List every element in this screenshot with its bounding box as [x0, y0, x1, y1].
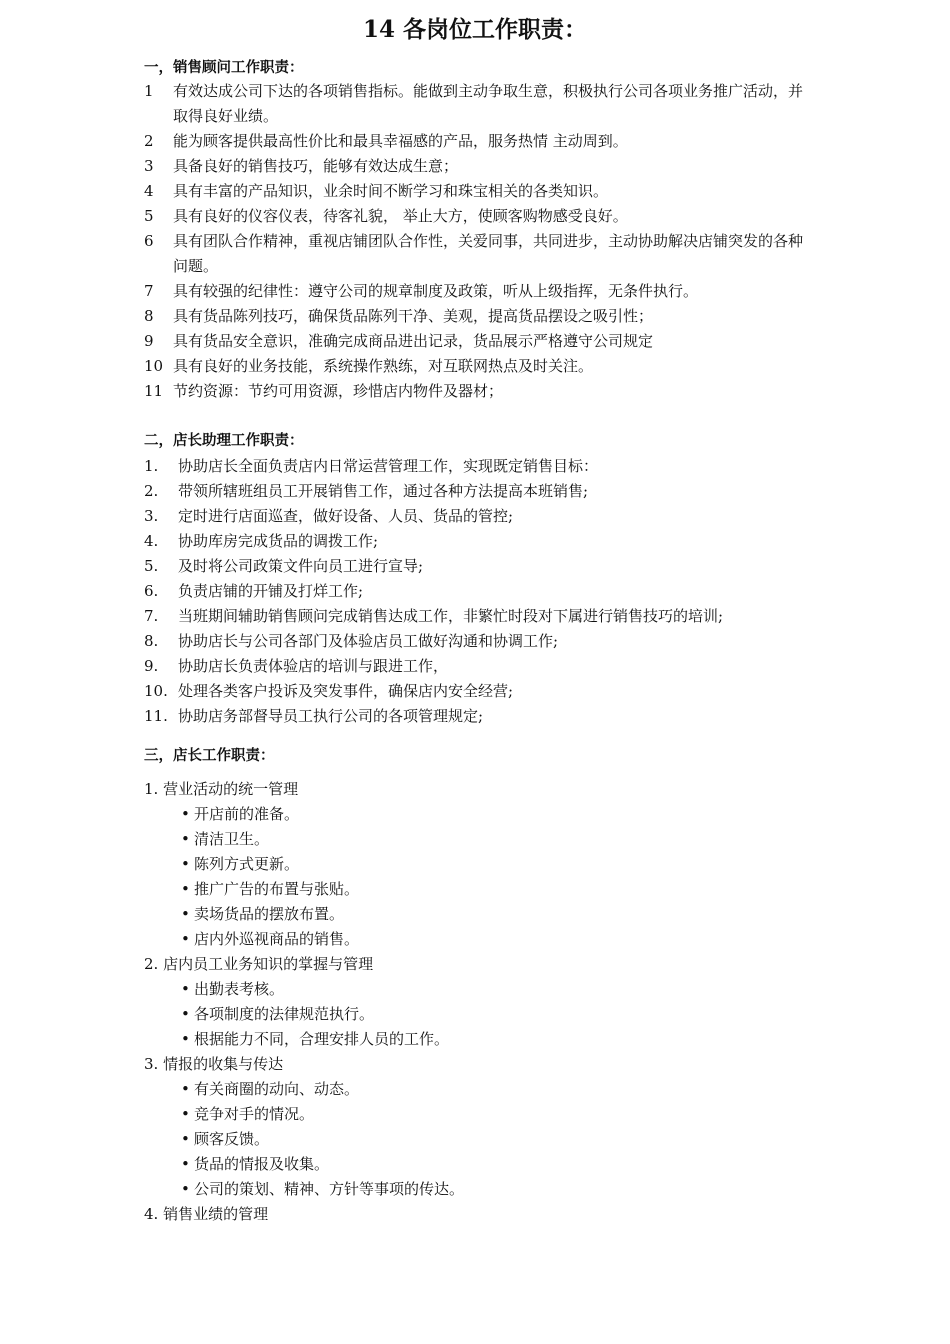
list-item: [144, 604, 810, 629]
bullet-item: [181, 1027, 449, 1052]
list-item-text: 具有团队合作精神，重视店铺团队合作性，关爱同事，共同进步，主动协助解决店铺突发的各种问题。: [173, 232, 804, 275]
list-item-number: 6.: [144, 582, 159, 600]
list-item-number: 4.: [144, 532, 159, 550]
bullet-dot: •: [181, 1155, 190, 1173]
bullet-text: 出勤表考核。: [194, 980, 285, 998]
bullet-text: 有关商圈的动向、动态。: [194, 1080, 360, 1098]
bullet-item: [181, 1177, 464, 1202]
list-item-number: 9: [144, 332, 154, 350]
list-item-text: 具有货品陈列技巧，确保货品陈列干净、美观，提高货品摆设之吸引性；: [173, 307, 654, 325]
list-item-text: 协助店长全面负责店内日常运营管理工作，实现既定销售目标：: [178, 457, 599, 475]
list-item-number: 3: [144, 157, 154, 175]
section-title-sales-consultant: 一，销售顾问工作职责：: [144, 59, 304, 76]
list-item: [144, 504, 810, 529]
list-item-number: 4: [144, 182, 154, 200]
list-item-number: 1: [144, 82, 154, 100]
list-item-text: 具有良好的仪容仪表，待客礼貌， 举止大方，使顾客购物感受良好。: [173, 207, 628, 225]
list-item-number: 7: [144, 282, 154, 300]
list-item-text: 能为顾客提供最高性价比和最具幸福感的产品，服务热情 主动周到。: [173, 132, 628, 150]
list-item-number: 7.: [144, 607, 159, 625]
section-title-store-manager: 三，店长工作职责：: [144, 747, 275, 764]
section-title-assistant-manager: 二，店长助理工作职责：: [144, 432, 304, 449]
list-item-number: 2: [144, 132, 154, 150]
list-item: [144, 454, 810, 479]
list-item: [144, 304, 810, 329]
list-item-text: 节约资源：节约可用资源，珍惜店内物件及器材；: [173, 382, 504, 400]
bullet-dot: •: [181, 980, 190, 998]
bullet-text: 推广广告的布置与张贴。: [194, 880, 360, 898]
bullet-dot: •: [181, 855, 190, 873]
bullet-item: [181, 1127, 269, 1152]
subsection-heading: 3. 情报的收集与传达: [144, 1055, 284, 1073]
list-item-number: 10: [144, 357, 164, 375]
list-item: [144, 579, 810, 604]
list-item: [144, 379, 810, 404]
list-item-number: 5.: [144, 557, 159, 575]
list-item-text: 协助库房完成货品的调拨工作;: [178, 532, 379, 550]
list-item: [144, 529, 810, 554]
page-title: 14 各岗位工作职责：: [362, 16, 587, 43]
list-item: [144, 154, 810, 179]
bullet-item: [181, 902, 344, 927]
list-item-number: 10.: [144, 682, 168, 700]
list-item: [144, 679, 810, 704]
list-item-number: 6: [144, 232, 154, 250]
list-item-text: 定时进行店面巡查，做好设备、人员、货品的管控;: [178, 507, 514, 525]
list-item-text: 协助店长与公司各部门及体验店员工做好沟通和协调工作;: [178, 632, 559, 650]
bullet-dot: •: [181, 1005, 190, 1023]
bullet-dot: •: [181, 1080, 190, 1098]
bullet-dot: •: [181, 830, 190, 848]
list-item-number: 11.: [144, 707, 168, 725]
list-item: [144, 354, 810, 379]
bullet-dot: •: [181, 905, 190, 923]
list-item-number: 9.: [144, 657, 159, 675]
bullet-text: 店内外巡视商品的销售。: [194, 930, 360, 948]
list-item: [144, 79, 810, 129]
list-item-text: 有效达成公司下达的各项销售指标。能做到主动争取生意，积极执行公司各项业务推广活动，并取得良好业绩。: [173, 82, 804, 125]
list-item: [144, 129, 810, 154]
bullet-item: [181, 977, 284, 1002]
list-item: [144, 629, 810, 654]
bullet-item: [181, 1077, 359, 1102]
bullet-text: 公司的策划、精神、方针等事项的传达。: [194, 1180, 465, 1198]
list-item: [144, 179, 810, 204]
bullet-dot: •: [181, 1130, 190, 1148]
bullet-item: [181, 827, 269, 852]
bullet-item: [181, 1102, 314, 1127]
list-item-number: 1.: [144, 457, 159, 475]
subsection-heading: 2. 店内员工业务知识的掌握与管理: [144, 955, 374, 973]
subsection-heading: 1. 营业活动的统一管理: [144, 780, 299, 798]
list-item-text: 及时将公司政策文件向员工进行宣导;: [178, 557, 424, 575]
bullet-text: 清洁卫生。: [194, 830, 270, 848]
list-item: [144, 279, 810, 304]
bullet-item: [181, 877, 359, 902]
list-item-number: 11: [144, 382, 164, 400]
bullet-item: [181, 1002, 374, 1027]
list-item-number: 8: [144, 307, 154, 325]
list-item: [144, 329, 810, 354]
list-item-text: 具备良好的销售技巧，能够有效达成生意；: [173, 157, 459, 175]
bullet-item: [181, 1152, 329, 1177]
bullet-text: 竞争对手的情况。: [194, 1105, 315, 1123]
bullet-text: 陈列方式更新。: [194, 855, 300, 873]
bullet-item: [181, 852, 299, 877]
subsection-heading: 4. 销售业绩的管理: [144, 1205, 269, 1223]
list-item: [144, 479, 810, 504]
bullet-text: 货品的情报及收集。: [194, 1155, 330, 1173]
bullet-text: 开店前的准备。: [194, 805, 300, 823]
list-item-text: 处理各类客户投诉及突发事件，确保店内安全经营;: [178, 682, 514, 700]
list-item-number: 8.: [144, 632, 159, 650]
list-item-number: 2.: [144, 482, 159, 500]
bullet-item: [181, 927, 359, 952]
list-item: [144, 554, 810, 579]
list-item: [144, 204, 810, 229]
list-item-number: 3.: [144, 507, 159, 525]
list-item-number: 5: [144, 207, 154, 225]
bullet-dot: •: [181, 930, 190, 948]
bullet-text: 各项制度的法律规范执行。: [194, 1005, 375, 1023]
list-item: [144, 704, 810, 729]
bullet-dot: •: [181, 1105, 190, 1123]
bullet-text: 卖场货品的摆放布置。: [194, 905, 345, 923]
bullet-dot: •: [181, 805, 190, 823]
list-item-text: 具有良好的业务技能，系统操作熟练，对互联网热点及时关注。: [173, 357, 594, 375]
bullet-text: 顾客反馈。: [194, 1130, 270, 1148]
list-item-text: 当班期间辅助销售顾问完成销售达成工作，非繁忙时段对下属进行销售技巧的培训;: [178, 607, 724, 625]
bullet-text: 根据能力不同，合理安排人员的工作。: [194, 1030, 450, 1048]
list-item: [144, 229, 810, 279]
bullet-dot: •: [181, 880, 190, 898]
bullet-item: [181, 802, 299, 827]
list-item-text: 具有丰富的产品知识，业余时间不断学习和珠宝相关的各类知识。: [173, 182, 609, 200]
list-item-text: 具有较强的纪律性：遵守公司的规章制度及政策，听从上级指挥，无条件执行。: [173, 282, 699, 300]
list-item-text: 负责店铺的开铺及打烊工作;: [178, 582, 364, 600]
bullet-dot: •: [181, 1180, 190, 1198]
bullet-dot: •: [181, 1030, 190, 1048]
list-item-text: 协助店务部督导员工执行公司的各项管理规定;: [178, 707, 484, 725]
list-item-text: 协助店长负责体验店的培训与跟进工作，: [178, 657, 449, 675]
list-item-text: 带领所辖班组员工开展销售工作，通过各种方法提高本班销售;: [178, 482, 589, 500]
list-item: [144, 654, 810, 679]
list-item-text: 具有货品安全意识，准确完成商品进出记录，货品展示严格遵守公司规定: [173, 332, 654, 350]
